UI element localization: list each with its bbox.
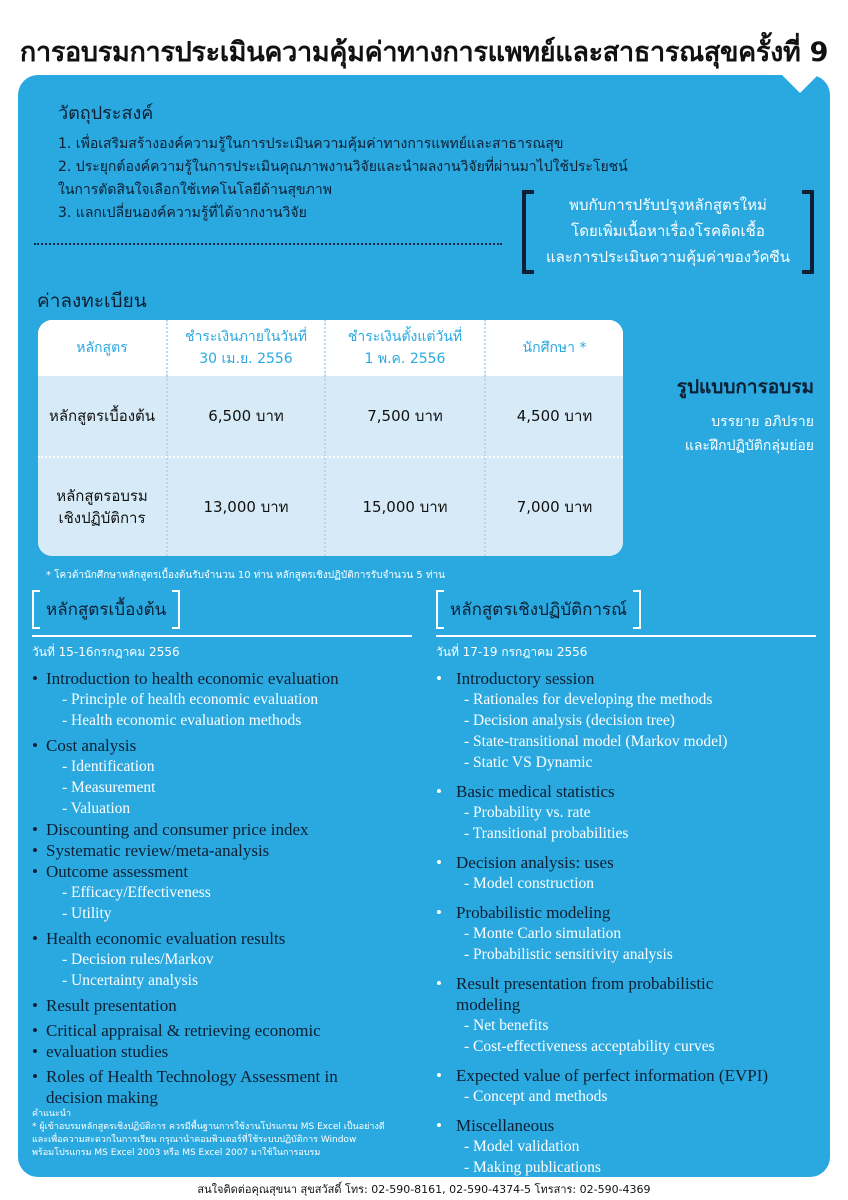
- new-curriculum-callout: [522, 190, 814, 274]
- table-row: [38, 376, 623, 456]
- topic-item: • Basic medical statistics: [436, 781, 820, 802]
- header-cell: หลักสูตร: [38, 320, 168, 376]
- advice-line: และเพื่อความสะดวกในการเรียน กรุณานำคอมพิวเตอร์ที่ใช้ระบบปฏิบัติการ Window: [32, 1135, 357, 1145]
- course-name-cell: หลักสูตรเบื้องต้น: [38, 376, 168, 456]
- price-cell: 7,500 บาท: [326, 376, 486, 456]
- callout-line: พบกับการปรับปรุงหลักสูตรใหม่: [569, 196, 767, 214]
- topic-item: • Outcome assessment: [32, 861, 416, 882]
- training-format: [677, 372, 814, 458]
- subtopic-item: - Decision analysis (decision tree): [464, 712, 675, 729]
- basic-topic-list: [32, 668, 416, 1108]
- topic-item: • Systematic review/meta-analysis: [32, 840, 416, 861]
- basic-course-column: [32, 590, 416, 1108]
- objectives-heading: วัตถุประสงค์: [58, 103, 154, 124]
- subtopic-item: - Static VS Dynamic: [464, 754, 593, 771]
- fee-table: [38, 320, 623, 556]
- subtopic-item: - State-transitional model (Markov model): [464, 733, 728, 750]
- subtopic-item: - Net benefits: [464, 1017, 549, 1034]
- workshop-topic-list: [436, 668, 820, 1178]
- page-title: การอบรมการประเมินความคุ้มค่าทางการแพทย์และสาธารณสุขครั้งที่ 9: [19, 37, 829, 68]
- advice-note: [32, 1108, 432, 1160]
- subtopic-item: - Cost-effectiveness acceptability curves: [464, 1038, 715, 1055]
- callout-line: และการประเมินความคุ้มค่าของวัคซีน: [545, 248, 790, 266]
- advice-line: พร้อมโปรแกรม MS Excel 2003 หรือ MS Excel 2007 มาใช้ในการอบรม: [32, 1148, 321, 1158]
- advice-line: * ผู้เข้าอบรมหลักสูตรเชิงปฏิบัติการ ควรมีพื้นฐานการใช้งานโปรแกรม MS Excel เป็นอย่างดี: [32, 1122, 385, 1132]
- student-quota-note: * โควต้านักศึกษาหลักสูตรเบื้องต้นรับจำนวน 10 ท่าน หลักสูตรเชิงปฏิบัติการรับจำนวน 5 ท่าน: [46, 570, 445, 581]
- format-heading: รูปแบบการอบรม: [676, 376, 814, 398]
- price-cell: 15,000 บาท: [326, 458, 486, 556]
- subtopic-item: - Utility: [62, 905, 112, 922]
- left-bracket: [522, 190, 534, 274]
- table-row: [38, 456, 623, 556]
- topic-item: • Health economic evaluation results: [32, 928, 416, 949]
- header-cell: ชำระเงินตั้งแต่วันที่ 1 พ.ค. 2556: [326, 320, 486, 376]
- topic-item: • Result presentation from probabilistic modeling: [436, 973, 776, 1015]
- subtopic-item: - Efficacy/Effectiveness: [62, 884, 211, 901]
- price-cell: 4,500 บาท: [516, 407, 593, 425]
- topic-item: • Miscellaneous: [436, 1115, 820, 1136]
- topic-item: • Introductory session: [436, 668, 820, 689]
- topic-item: • Discounting and consumer price index: [32, 819, 416, 840]
- format-line: และฝึกปฏิบัติกลุ่มย่อย: [684, 438, 814, 454]
- topic-item: • Critical appraisal & retrieving economic: [32, 1020, 416, 1041]
- header-cell: นักศึกษา *: [522, 340, 587, 356]
- subtopic-item: - Uncertainty analysis: [62, 972, 199, 989]
- fee-table-header: [38, 320, 623, 376]
- topic-item: • Introduction to health economic evaluation: [32, 668, 416, 689]
- subtopic-item: - Probability vs. rate: [464, 804, 591, 821]
- callout-line: โดยเพิ่มเนื้อหาเรื่องโรคติดเชื้อ: [571, 222, 765, 240]
- panel-notch: [782, 75, 818, 93]
- subtopic-item: - Model validation: [464, 1138, 580, 1155]
- registration-heading: ค่าลงทะเบียน: [37, 290, 147, 312]
- subtopic-item: - Health economic evaluation methods: [62, 712, 302, 729]
- subtopic-item: - Transitional probabilities: [464, 825, 629, 842]
- objective-line: 1. เพื่อเสริมสร้างองค์ความรู้ในการประเมินความคุ้มค่าทางการแพทย์และสาธารณสุข: [58, 136, 564, 152]
- advice-label: คำแนะนำ: [32, 1109, 72, 1119]
- subtopic-item: - Model construction: [464, 875, 595, 892]
- contact-info: สนใจติดต่อคุณสุขนา สุขสวัสดิ์ โทร: 02-590-8161, 02-590-4374-5 โทรสาร: 02-590-4369: [197, 1183, 651, 1196]
- basic-course-heading: หลักสูตรเบื้องต้น: [46, 600, 167, 620]
- subtopic-item: - Making publications: [464, 1159, 601, 1176]
- subtopic-item: - Valuation: [62, 800, 131, 817]
- topic-item: • Result presentation: [32, 995, 416, 1016]
- price-cell: 13,000 บาท: [168, 458, 326, 556]
- objective-line: ในการตัดสินใจเลือกใช้เทคโนโลยีด้านสุขภาพ: [58, 182, 332, 198]
- topic-item: • evaluation studies: [32, 1041, 416, 1062]
- subtopic-item: - Identification: [62, 758, 155, 775]
- workshop-heading-box: [436, 590, 641, 629]
- topic-item: • Probabilistic modeling: [436, 902, 820, 923]
- topic-item: • Roles of Health Technology Assessment in decision making: [32, 1066, 372, 1108]
- workshop-heading: หลักสูตรเชิงปฏิบัติการณ์: [450, 600, 627, 620]
- subtopic-item: - Measurement: [62, 779, 156, 796]
- price-cell: 7,000 บาท: [516, 498, 593, 516]
- topic-item: • Cost analysis: [32, 735, 416, 756]
- topic-item: • Decision analysis: uses: [436, 852, 820, 873]
- subtopic-item: - Monte Carlo simulation: [464, 925, 622, 942]
- subtopic-item: - Probabilistic sensitivity analysis: [464, 946, 673, 963]
- subtopic-item: - Concept and methods: [464, 1088, 608, 1105]
- topic-item: • Expected value of perfect information (EVPI): [436, 1065, 820, 1086]
- format-line: บรรยาย อภิปราย: [711, 414, 814, 430]
- workshop-date: วันที่ 17-19 กรกฎาคม 2556: [436, 645, 588, 659]
- basic-course-date: วันที่ 15-16กรกฎาคม 2556: [32, 645, 180, 659]
- section-rule: [436, 635, 816, 637]
- price-cell: 6,500 บาท: [168, 376, 326, 456]
- section-rule: [32, 635, 412, 637]
- subtopic-item: - Decision rules/Markov: [62, 951, 214, 968]
- workshop-column: [436, 590, 820, 1178]
- dotted-divider: [34, 243, 502, 245]
- objective-line: 3. แลกเปลี่ยนองค์ความรู้ที่ได้จากงานวิจัย: [58, 205, 307, 221]
- objective-line: 2. ประยุกต์องค์ความรู้ในการประเมินคุณภาพงานวิจัยและนำผลงานวิจัยที่ผ่านมาไปใช้ประโยชน์: [58, 159, 628, 175]
- subtopic-item: - Rationales for developing the methods: [464, 691, 713, 708]
- course-name-cell: หลักสูตรอบรม เชิงปฏิบัติการ: [38, 458, 168, 556]
- subtopic-item: - Principle of health economic evaluation: [62, 691, 319, 708]
- header-cell: ชำระเงินภายในวันที่ 30 เม.ย. 2556: [168, 320, 326, 376]
- basic-course-heading-box: [32, 590, 180, 629]
- right-bracket: [802, 190, 814, 274]
